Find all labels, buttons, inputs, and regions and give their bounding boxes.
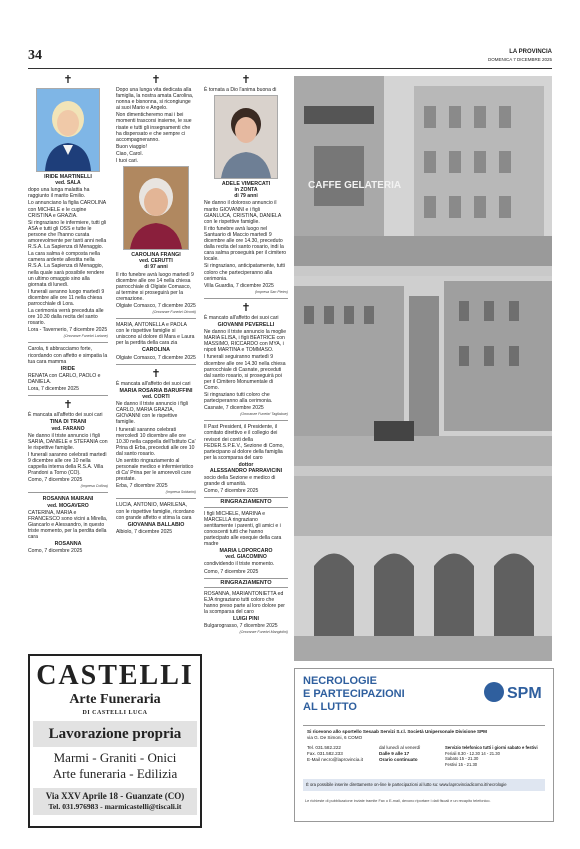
spm-ad [294,668,554,822]
masthead-title: LA PROVINCIA [509,49,552,55]
notice-text: CATERINA, MARIA e FRANCESCO sono vicini a Mirella, Giancarlo e Alessandro, in questo triste momento, per la perdita della cara [28,509,108,541]
divider [116,498,196,499]
notice-text: I funerali seguiranno martedì 9 dicembre alle ore 14.30 nella chiesa parrocchiale di Casnate, preceduti dal santo rosario, si proseguirà poi per il Cimitero Monumentale di Como. [204,354,286,391]
notice-place-date: Bulgarograsso, 7 dicembre 2025 [204,623,278,630]
cross-icon: ✝ [63,73,73,86]
cross-icon: ✝ [241,73,251,86]
deceased-title: dottor [238,461,254,468]
notice-place-date: Como, 7 dicembre 2025 [28,477,83,484]
cross-icon: ✝ [241,300,251,314]
notice-text: Si ringraziano tutti coloro che parteciperanno alla cerimonia. [204,392,273,405]
deceased-name: LUIGI PINI [233,616,259,623]
shop-sign: CAFFE GELATERIA [308,180,402,191]
notice-text: La cara salma è composta nella camera ardente allestita nella R.S.A. La Sapienza di Menaggio, nella quale sarà possibile rendere un ultimo omaggio sino alla giornata di lunedì. [28,251,105,288]
notice-place-date: Olgiate Comasco, 7 dicembre 2025 [116,302,196,309]
notice-text: Non dimenticheremo mai i bei momenti trascorsi insieme, le sue risate e tutti gli insegnamenti che ha dispensato e che sempre ci accompagneranno. [116,112,192,143]
spm-title-line: NECROLOGIE [303,675,377,687]
funeral-home: (Impresa Soldarini) [165,490,196,495]
deceased-subname: ved. GIACOMINO [225,554,267,561]
funeral-home: (Onoranze Funebri Tagliabue) [240,412,288,417]
funeral-home: (Impresa Collina) [80,484,108,489]
spm-title-line: E PARTECIPAZIONI [303,688,405,700]
notice-place-date: Albiolo, 7 dicembre 2025 [116,528,173,535]
spm-office [307,729,487,741]
spm-hours-line: Dalle 9 alle 17 [379,751,410,756]
spm-hours-line: dal lunedì al venerdì [379,745,421,750]
notice-text: RENATA con CARLO, PAOLO e DANIELA. [28,372,101,386]
spm-footnote: Le richieste di pubblicazione inviate tramite Fax o E-mail, devono riportare i dati fiscali e un recapito telefonico. [305,799,491,803]
spm-office-line: Si ricevono allo sportello Sesaab Servizi S.r.l. Società Unipersonale Divisione SPM [307,729,487,734]
notice-text: Si ringraziano, anticipatamente, tutti coloro che parteciperanno alla cerimonia. [204,263,285,282]
castelli-ad [28,654,202,828]
notice-place-date: Como, 7 dicembre 2025 [28,548,83,555]
notice-text: MARIA, ANTONELLA e PAOLA con le rispettive famiglie si uniscono al dolore di Mara e Laura per la perdita della cara zia [116,322,195,347]
notice-text: LUCIA, ANTONIO, MARILENA, con le rispettive famiglie, ricordano con grande affetto e stima la cara [116,502,195,521]
ad-line: Arte funeraria - Edilizia [52,766,178,781]
notice-place-date: Lora, 7 dicembre 2025 [28,386,79,393]
notice-text: Il Past President, il Presidente, il comitato direttivo e il collegio dei revisori dei conti della FEDER.S.P.E.V., Sezione di Como, partecipano al dolore della famiglia per la scomparsa del caro [204,424,284,461]
spm-email: E-Mail necro@laprovincia.it [307,757,363,762]
masthead-date: DOMENICA 7 DICEMBRE 2025 [487,57,552,62]
deceased-name: CAROLINA FRANGI [131,252,181,259]
ad-brand: CASTELLI [36,660,194,691]
spm-service-title: Servizio telefonico tutti i giorni sabato e festivi [445,745,538,750]
deceased-name: ADELE VIMERCATI [221,181,271,188]
divider [28,395,108,396]
notice-place-date: Casnate, 7 dicembre 2025 [204,405,264,412]
notice-place-date: Lora - Tavernerio, 7 dicembre 2025 [28,327,108,334]
notice-text: Si ringraziano le infermiere, tutti gli ASA e tutti gli OSS e tutte le persone che l'hanno curata amorevolmente per tanti anni nella R.S.A. La Sapienza di Menaggio. [28,219,107,251]
notice-text: I funerali avranno luogo martedì 9 dicembre alle ore 11 nella chiesa parrocchiale di Lora. [28,288,105,307]
spm-logo [483,679,541,705]
deceased-subname: ved. SALA [55,180,81,187]
deceased-name: MARIA LOPORCARO [219,548,273,555]
notice-text: Ne danno il doloroso annuncio il marito GIOVANNI e i figli GIANLUCA, CRISTINA, DANIELA con le rispettive famiglie. [204,200,281,225]
notice-text: condividendo il triste momento. [204,561,275,568]
spm-title-line: AL LUTTO [303,701,357,713]
historic-street-photo [294,76,552,661]
notice-text: Ne danno il triste annuncio la moglie MARIA ELISA, i figli BEATRICE con MASSIMO, RICCARDO con MYA, i nipoti MARTINA e TOMMASO. [204,329,287,354]
spm-logo-icon [483,679,541,705]
ad-line: Marmi - Graniti - Onici [53,750,177,765]
divider [28,342,108,343]
notice-text: Ne danno il triste annuncio i figli SARIA, DANIELE e STEFANIA con le rispettive famiglie. [28,432,108,451]
notice-text: ROSANNA, MARIANTONIETTA ed EJA ringraziano tutti coloro che hanno preso parte al loro dolore per la scomparsa del caro [204,590,285,615]
notice-text: I funerali saranno celebrati mercoledì 10 dicembre alle ore 10.30 nella cappella dell'Istituto Ca' Prina di Erba, preceduti alle ore 10 dal santo rosario. [116,426,196,457]
notice-text: Ciao, Carol. [116,150,143,157]
deceased-name: CAROLINA [142,347,170,354]
notice-text: socio della Sezione e medico di grande di umanità. [204,475,276,488]
deceased-age: di 97 anni [144,264,168,271]
page-number: 34 [28,48,42,63]
notice-text: Ne danno il triste annuncio i figli CARLO, MARIA GRAZIA, GIOVANNI con le rispettive famiglie. [116,401,188,426]
ad-line: Arte Funeraria [69,692,161,707]
spm-tel: Tel. 031.582.222 [307,745,341,750]
ad-contact: Tel. 031.976983 - marmicastelli@tiscali.it [48,802,182,811]
deceased-age: di 79 anni [234,193,258,200]
notice-text: I funerali saranno celebrati martedì 9 dicembre alle ore 10 nella cappella interna della R.S.A. Villa Prandoni a Torno (CO). [28,451,107,477]
divider [204,298,288,299]
deceased-name: IRIDE MARTINELLI [44,174,92,180]
deceased-subname: ved. FARANO [51,425,85,432]
divider [116,318,196,319]
notice-text: Un sentito ringraziamento al personale medico e infermieristico di Ca' Prina per le amorevoli cure prestate. [116,457,194,483]
deceased-subname: in ZONTA [234,187,258,194]
deceased-name: ROSANNA MAIRANI [42,496,94,503]
notice-text: Lo annunciano la figlia CAROLINA con MICHELE e le cugine CRISTINA e GRAZIA. [28,200,106,219]
deceased-name: IRIDE [60,365,76,372]
spm-title [303,675,405,714]
masthead [488,49,552,63]
funeral-home: (Onoranze Funebri Mangiolini) [239,630,288,635]
ad-line: Lavorazione propria [48,726,182,742]
divider [28,492,108,493]
funeral-home: (Impresa San Pietro) [254,289,288,294]
notice-text: La cerimonia verrà preceduta alle ore 10.30 dalla recita del santo rosario. [28,308,104,327]
funeral-home: (Onoranze Funebri Olconti) [152,310,196,315]
deceased-subname: ved. MOGAVERO [47,502,89,509]
portrait-photo [214,95,278,179]
deceased-name: ROSANNA [54,541,82,548]
notice-text: Il rito funebre avrà luogo nel Santuario di Maccio martedì 9 dicembre alle ore 14.30, preceduto dalla recita del santo rosario, indi la cara salma proseguirà per il cimitero locale. [204,225,287,263]
thanks-heading: RINGRAZIAMENTO [204,497,288,507]
deceased-name: GIOVANNA BALLABIO [127,521,185,528]
spm-fax: Fax. 031.582.233 [307,751,343,756]
divider [116,364,196,365]
header-rule [28,68,552,69]
notice-text: È mancato all'affetto dei suoi cari [204,314,279,321]
notice-text: I tuoi cari. [116,158,139,165]
column-1 [28,74,108,555]
notice-place-date: Olgiate Comasco, 7 dicembre 2025 [116,354,196,361]
deceased-name: GIOVANNI PEVERELLI [217,321,275,328]
spm-service-line: Festivi 15 - 21.30 [445,761,478,767]
notice-text: È mancata all'affetto dei suoi cari [28,412,103,419]
spm-hours-line: Orario continuato [379,757,418,762]
spm-contacts [307,745,363,763]
spm-service-line: Sabato 15 - 21.30 [445,756,479,762]
column-2 [116,74,196,536]
notice-place-date: Como, 7 dicembre 2025 [204,488,259,495]
spm-phone-service [445,745,538,767]
deceased-subname: ved. CORTI [142,394,170,401]
column-3 [204,74,288,635]
thanks-heading: RINGRAZIAMENTO [204,578,288,588]
funeral-home: (Onoranze Funebri Lariane) [63,334,108,339]
ad-address: Via XXV Aprile 18 - Guanzate (CO) [45,791,185,801]
cross-icon: ✝ [63,398,73,412]
spm-service-line: Feriali 8.30 - 12.30 14 - 21.30 [445,750,500,756]
spm-office-address: via G. De Simoni, 6 COMO [307,735,363,740]
divider [204,420,288,421]
notice-text: Il rito funebre avrà luogo martedì 9 dicembre alle ore 14 nella chiesa parrocchiale di Olgiate Comasco, al termine si proseguirà per la cremazione. [116,271,194,302]
notice-text: È tornata a Dio l'anima buona di [204,87,277,93]
deceased-name: ALESSANDRO PARRAVICINI [209,467,283,474]
deceased-name: TINA DI TRANI [49,419,87,426]
notice-place-date: Como, 7 dicembre 2025 [204,568,259,575]
notice-text: I figli MICHELE, MARINA e MARCELLA ringraziano sentitamente i parenti, gli amici e i conoscenti tutti che hanno partecipato alle esequie della cara madre [204,510,282,548]
portrait-photo [36,88,100,172]
spm-hours [379,745,420,763]
cross-icon: ✝ [151,73,161,86]
notice-text: dopo una lunga malattia ha raggiunto il marito Emilio. [28,187,90,200]
page-header [28,48,552,66]
ad-band [33,721,197,747]
spm-logo-text: SPM [507,685,541,702]
deceased-name: MARIA ROSARIA BARUFFINI [119,387,193,394]
historic-photos [294,76,552,661]
notice-text: Buon viaggio! [116,143,147,150]
notice-text: Dopo una lunga vita dedicata alla famiglia, la nostra amata Carolina, nonna e bisnonna, si ricongiunge ai suoi Mario e Angelo. [116,87,194,112]
notice-text: Carola, ti abbracciamo forte, ricordando con affetto e simpatia la tua cara mamma [28,346,108,365]
notice-place-date: Villa Guardia, 7 dicembre 2025 [204,282,274,289]
deceased-subname: ved. CERUTTI [139,258,173,265]
spm-online-note: È ora possibile inserire direttamente on-line le partecipazioni al lutto su: www.laprovinciadicomo.it/necrologie [303,779,545,791]
portrait-photo [123,166,189,250]
ad-line: DI CASTELLI LUCA [82,710,148,716]
notice-place-date: Erba, 7 dicembre 2025 [116,483,168,490]
ad-band [33,788,197,815]
notice-text: È mancata all'affetto dei suoi cari [116,380,191,387]
cross-icon: ✝ [151,366,161,380]
